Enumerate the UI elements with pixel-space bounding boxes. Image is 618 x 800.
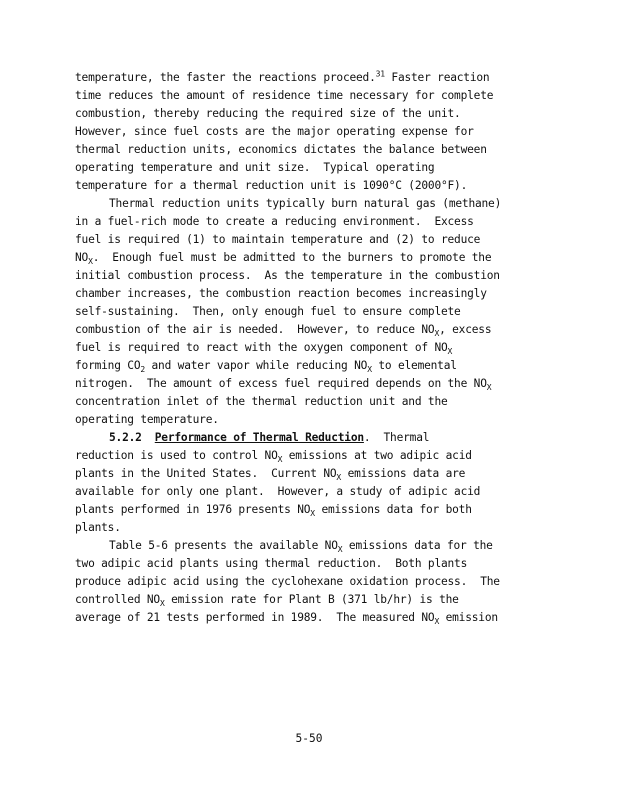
text-line bbox=[75, 501, 565, 519]
text-line: However, since fuel costs are the major operating expense for bbox=[75, 125, 474, 138]
text-line: fuel is required (1) to maintain temperature and (2) to reduce bbox=[75, 233, 481, 246]
subscript: X bbox=[447, 347, 453, 357]
subscript: X bbox=[367, 365, 372, 375]
text-segment: to elemental bbox=[371, 359, 457, 372]
text-segment: Table 5-6 presents the available NO bbox=[109, 539, 338, 552]
subscript: X bbox=[434, 329, 440, 339]
text-segment: Faster reaction bbox=[384, 71, 490, 84]
text-segment: emission bbox=[439, 611, 498, 624]
text-line: operating temperature. bbox=[75, 413, 219, 426]
text-line bbox=[75, 357, 565, 375]
text-segment: combustion of the air is needed. However, to reduce NO bbox=[75, 323, 435, 336]
text-segment: plants in the United States. Current NO bbox=[75, 467, 337, 480]
text-segment: temperature, the faster the reactions proceed. bbox=[75, 71, 376, 84]
subscript: X bbox=[336, 473, 342, 483]
text-line: chamber increases, the combustion reaction becomes increasingly bbox=[75, 287, 487, 300]
text-line: produce adipic acid using the cyclohexane oxidation process. The bbox=[75, 575, 500, 588]
citation-superscript: 31 bbox=[375, 69, 385, 79]
text-segment: controlled NO bbox=[75, 593, 160, 606]
subscript: 2 bbox=[140, 365, 145, 375]
section-heading-line bbox=[109, 429, 599, 447]
section-title: Performance of Thermal Reduction bbox=[154, 431, 364, 444]
text-segment: plants performed in 1976 presents NO bbox=[75, 503, 311, 516]
text-line bbox=[75, 609, 565, 627]
text-segment: emission rate for Plant B (371 lb/hr) is the bbox=[164, 593, 459, 606]
text-segment: emissions data for both bbox=[314, 503, 472, 516]
text-line bbox=[75, 69, 565, 87]
text-line bbox=[75, 465, 565, 483]
paragraph-first-line bbox=[109, 537, 599, 555]
text-line: concentration inlet of the thermal reduction unit and the bbox=[75, 395, 448, 408]
text-line: two adipic acid plants using thermal reduction. Both plants bbox=[75, 557, 468, 570]
text-line bbox=[75, 339, 565, 357]
text-segment: emissions data for the bbox=[342, 539, 493, 552]
text-line bbox=[75, 447, 565, 465]
text-segment: . Enough fuel must be admitted to the burners to promote the bbox=[92, 251, 492, 264]
text-segment: fuel is required to react with the oxygen component of NO bbox=[75, 341, 448, 354]
text-line bbox=[75, 375, 565, 393]
text-segment: . Thermal bbox=[363, 431, 430, 444]
section-number: 5.2.2 bbox=[109, 431, 142, 444]
text-line: initial combustion process. As the temperature in the combustion bbox=[75, 269, 500, 282]
subscript: X bbox=[159, 599, 165, 609]
subscript: X bbox=[88, 257, 93, 267]
paragraph-first-line: Thermal reduction units typically burn natural gas (methane) bbox=[109, 197, 502, 210]
text-line bbox=[75, 249, 565, 267]
text-line bbox=[75, 321, 565, 339]
text-segment: reduction is used to control NO bbox=[75, 449, 278, 462]
text-segment: , excess bbox=[439, 323, 492, 336]
text-line: combustion, thereby reducing the required size of the unit. bbox=[75, 107, 461, 120]
page-number: 5-50 bbox=[295, 732, 323, 745]
text-segment: nitrogen. The amount of excess fuel required depends on the NO bbox=[75, 377, 487, 390]
text-line: operating temperature and unit size. Typical operating bbox=[75, 161, 435, 174]
text-line: in a fuel-rich mode to create a reducing environment. Excess bbox=[75, 215, 474, 228]
subscript: X bbox=[337, 545, 343, 555]
subscript: X bbox=[277, 455, 283, 465]
text-line bbox=[75, 591, 565, 609]
text-line: plants. bbox=[75, 521, 121, 534]
text-segment: emissions data are bbox=[341, 467, 466, 480]
text-line: thermal reduction units, economics dictates the balance between bbox=[75, 143, 487, 156]
subscript: X bbox=[486, 383, 492, 393]
text-segment: emissions at two adipic acid bbox=[282, 449, 472, 462]
text-line: temperature for a thermal reduction unit is 1090°C (2000°F). bbox=[75, 179, 468, 192]
text-segment: average of 21 tests performed in 1989. The measured NO bbox=[75, 611, 435, 624]
subscript: X bbox=[434, 617, 440, 627]
text-segment: and water vapor while reducing NO bbox=[144, 359, 368, 372]
text-segment: NO bbox=[75, 251, 89, 264]
text-line: available for only one plant. However, a study of adipic acid bbox=[75, 485, 481, 498]
text-segment: forming CO bbox=[75, 359, 141, 372]
text-line: self-sustaining. Then, only enough fuel to ensure complete bbox=[75, 305, 461, 318]
text-line: time reduces the amount of residence time necessary for complete bbox=[75, 89, 494, 102]
subscript: X bbox=[310, 509, 315, 519]
